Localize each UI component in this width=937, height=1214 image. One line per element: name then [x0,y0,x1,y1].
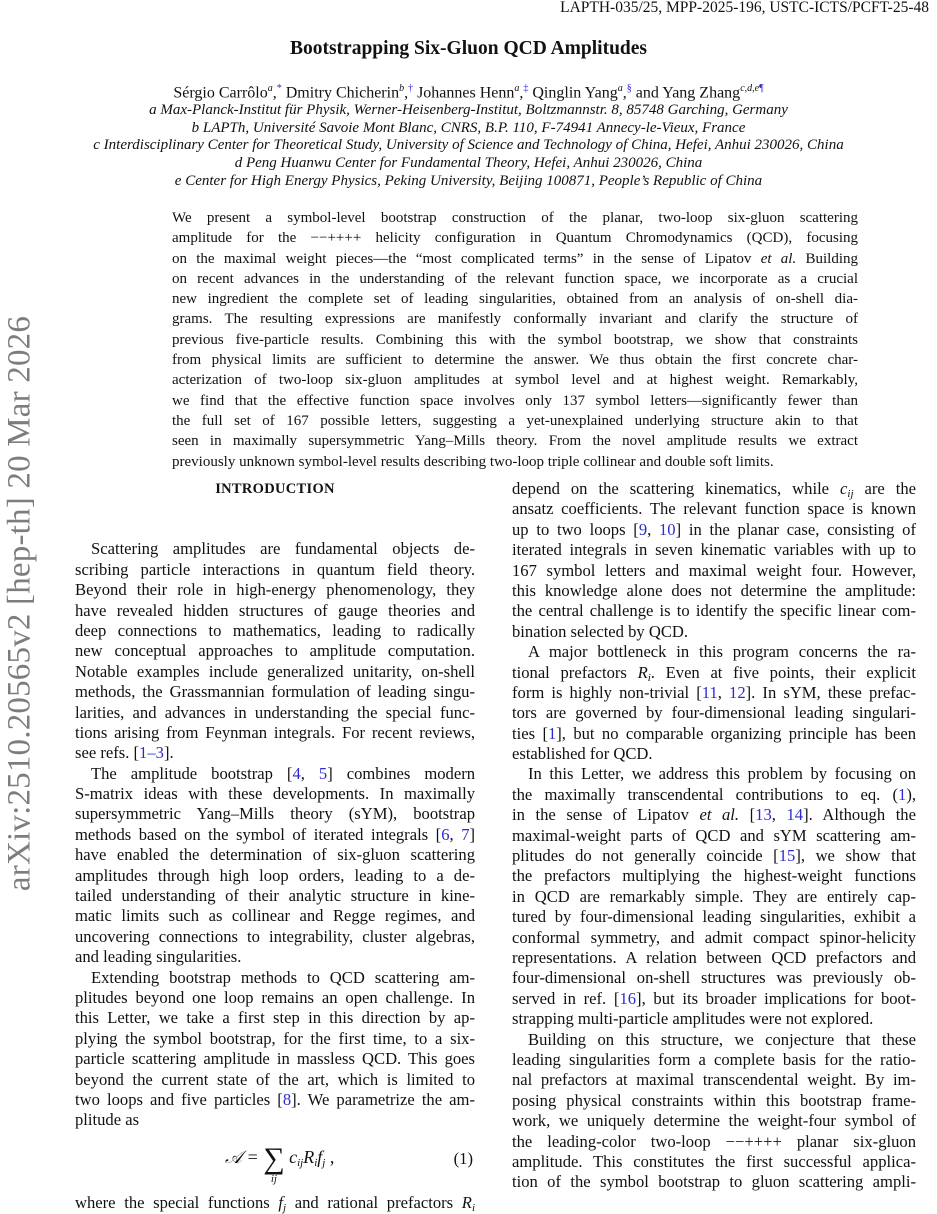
text-run: , [771,805,787,825]
report-number: LAPTH-035/25, MPP-2025-196, USTC-ICTS/PCFT-25-48 [560,0,929,16]
text-run: form is highly non-trivial [ [512,682,702,702]
text-line [75,539,475,559]
footnote-link[interactable]: ¶ [759,83,764,94]
text-run: the leading-color two-loop −−++++ planar six-gluon [512,1131,916,1151]
sum-symbol [263,1141,285,1185]
text-run: Scattering amplitudes are fundamental objects de- [91,539,475,559]
text-run: tions arising from Feynman integrals. For recent reviews, [75,722,475,742]
text-line [512,1152,916,1172]
text-run: established for QCD. [512,744,653,764]
text-run: The amplitude bootstrap [ [91,763,293,783]
citation-link[interactable]: 5 [318,763,328,783]
math-subscript: ij [847,488,854,500]
text-line [75,601,475,621]
text-run: ], but no comparable organizing principle has been [556,723,916,743]
paragraph [512,642,916,764]
text-line [172,309,858,329]
text-run: the prefactors multiplying the highest-weight functions [512,866,916,886]
authors-and: and [635,84,659,102]
text-line [512,764,916,784]
text-run: have enabled the determination of six-gluon scattering [75,845,475,865]
text-run: ]. [163,743,174,763]
text-line [172,431,858,451]
text-run: ] [469,824,476,844]
text-line [75,723,475,743]
math-italic: R [637,662,648,682]
text-line [75,1070,475,1090]
text-line [75,988,475,1008]
text-line [512,479,916,499]
text-run: tion of the symbol bootstrap to gluon scattering ampli- [512,1172,916,1192]
text-run: nal prefactors at maximal transcendental weight. By im- [512,1070,916,1090]
paragraph [75,764,475,968]
text-run: iterated integrals in seven kinematic variables with up to [512,540,916,560]
paragraph [512,764,916,1029]
text-run: plitudes beyond one loop remains an open challenge. In [75,987,475,1007]
eq-prefactor: R [303,1146,315,1167]
left-column [75,479,475,1213]
author-name: Dmitry Chicherin [285,84,400,102]
text-line [75,866,475,886]
paragraph [512,479,916,642]
text-line [512,948,916,968]
text-run: in QCD are remarkably simple. They are entirely cap- [512,886,916,906]
text-run: on recent advances in the understanding of the relevant function space, we incorporate as a crucial [172,270,858,287]
text-run: matic limits such as collinear and Regge regimes, and [75,906,475,926]
text-run: , [300,763,319,783]
text-run: ), [906,784,916,804]
text-line [75,703,475,723]
introduction-body [75,539,475,1130]
text-line [75,641,475,661]
equation-1 [75,1131,475,1193]
text-line [512,1070,916,1090]
author-name: Qinglin Yang [532,84,618,102]
text-run: ]. Although the [803,805,916,825]
text-line [172,391,858,411]
text-run: Beyond their role in high-energy phenomenology, they [75,580,475,600]
text-line [75,927,475,947]
text-run: Extending bootstrap methods to QCD scattering am- [91,967,475,987]
text-line [75,743,475,763]
text-line [172,208,858,228]
text-run: deep connections to mathematics, leading to radically [75,620,475,640]
text-run: larities, and advances in understanding the special func- [75,702,475,722]
text-line [512,561,916,581]
text-line [512,826,916,846]
text-line [172,228,858,248]
text-line [512,499,916,519]
text-run: scribing particle interactions in quantum field theory. [75,559,475,579]
affiliation-superscript: b [399,83,405,94]
text-run: new conceptual approaches to amplitude computation. [75,641,475,661]
text-run: leading singularities form a complete basis for the ratio- [512,1049,916,1069]
math-italic: et al. [760,250,797,267]
citation-link[interactable]: 16 [619,988,637,1008]
text-run: ], but its broader implications for boot- [636,988,916,1008]
text-line [75,1008,475,1028]
text-run: maximal-weight parts of QCD and sYM scattering am- [512,825,916,845]
text-line [75,682,475,702]
text-line [75,804,475,824]
citation-link[interactable]: 6 [441,824,450,844]
text-line [512,622,916,642]
citation-link[interactable]: 7 [461,824,470,844]
text-line [512,642,916,662]
text-line [75,621,475,641]
text-run: are the [853,479,917,498]
author-name: Sérgio Carrôlo [173,84,268,102]
citation-link[interactable]: 4 [292,763,301,783]
eq-comma: , [325,1146,335,1167]
text-line [512,581,916,601]
text-line [512,520,916,540]
author-name: Yang Zhang [662,84,741,102]
text-run: new ingredient the complete set of leading singularities, obtained from an analysis of on-shell dia- [172,291,858,308]
eq-sub: j [322,1156,326,1169]
text-line [512,928,916,948]
text-run: uncovering connections to integrability, cluster algebras, [75,926,475,946]
text-run: the central challenge is to identify the specific linear com- [512,601,916,621]
citation-link[interactable]: 1 [547,723,557,743]
text-run: posing physical constraints within this bootstrap frame- [512,1090,916,1110]
text-line [172,411,858,431]
text-line [512,1050,916,1070]
text-line [75,1049,475,1069]
text-run: , [449,824,462,844]
text-run: plitudes do not generally coincide [ [512,846,779,866]
math-italic: R [461,1192,472,1212]
text-run: amplitude. This constitutes the first successful applica- [512,1151,916,1171]
text-line [172,269,858,289]
text-line [512,683,916,703]
sum-limits: ij [270,1172,277,1185]
text-run: this Letter, we take a first step in this direction by ap- [75,1008,475,1028]
affiliation-line: c Interdisciplinary Center for Theoretical Study, University of Science and Technology of China, Hefei, Anhui 230026, China [93,137,844,154]
text-run: , [647,519,659,539]
text-run: particle scattering amplitude in massless QCD. This goes [75,1049,475,1069]
text-line [512,1030,916,1050]
text-line [512,1111,916,1131]
citation-link[interactable]: 14 [786,805,804,825]
author-list: Sérgio Carrôlo$^a$,* Dmitry Chicherin$^b$,† Johannes Henn$^a$,‡ Qinglin Yang$^a$,§ and Yang Zhang$^{c,d,e\P}$ [173,83,764,102]
citation-link[interactable]: 12 [729,682,746,702]
text-run: plitude as [75,1110,140,1130]
text-run: work, we uniquely determine the weight-four symbol of [512,1111,916,1131]
text-line [172,289,858,309]
text-line [512,968,916,988]
text-run: bination selected by QCD. [512,621,689,641]
text-run: ]. In sYM, these prefac- [745,682,916,702]
citation-link[interactable]: 13 [755,805,772,825]
text-run: ]. We parametrize the am- [291,1089,475,1109]
text-line [512,724,916,744]
text-line [75,784,475,804]
text-line [75,1029,475,1049]
text-run: tors are governed by four-dimensional leading singulari- [512,703,916,723]
footnote-link[interactable]: ‡ [523,83,529,94]
text-run: served in ref. [ [512,988,620,1008]
affiliation-superscript: a [617,83,623,94]
text-run: the full set of 167 possible letters, suggesting a yet-unexplained underlying structure akin to that [172,412,858,429]
citation-link[interactable]: 8 [282,1089,292,1109]
text-run: seen in maximally supersymmetric Yang–Mills theory. From the novel amplitude results we extract [172,433,858,450]
text-run: [ [739,805,756,825]
text-run: from physical limits are sufficient to determine the answer. We thus obtain the first concrete char- [172,352,858,369]
footnote-link[interactable]: * [276,83,282,94]
eq-function: f [317,1146,323,1167]
text-run: have revealed hidden structures of gauge theories and [75,600,475,620]
text-line [75,662,475,682]
text-run: supersymmetric Yang–Mills theory (sYM), bootstrap [75,804,475,824]
text-line [512,805,916,825]
text-run: up to two loops [ [512,519,639,539]
text-run: Building on this structure, we conjecture that these [528,1029,916,1049]
text-line [172,370,858,390]
text-run: depend on the scattering kinematics, while [512,479,841,498]
text-run: tailed understanding of their analytic structure in kine- [75,886,475,906]
text-line [512,846,916,866]
math-subscript: i [471,1201,475,1214]
text-line [75,968,475,988]
text-run: ties [ [512,723,548,743]
text-run: ], we show that [795,846,916,866]
text-line [512,663,916,683]
text-run: previous five-particle results. Combining this with the symbol bootstrap, we show that constraints [172,331,858,348]
equation-body [225,1139,335,1185]
text-run: conformal symmetry, and admit compact spinor-helicity [512,927,916,947]
text-line [172,330,858,350]
author-name: Johannes Henn [417,84,515,102]
right-column [512,479,916,1193]
text-line [512,866,916,886]
text-line [172,452,858,472]
text-run: amplitude for the −−++++ helicity configuration in Quantum Chromodynamics (QCD), focusing [172,230,858,247]
text-line [512,989,916,1009]
post-equation-text [75,1193,475,1213]
math-italic: c [840,479,848,498]
text-run: methods, the Grassmannian formulation of leading singu- [75,682,475,702]
text-line [512,703,916,723]
text-line [512,785,916,805]
text-run: amplitudes through high loop orders, leading to a de- [75,865,475,885]
text-line [512,540,916,560]
affiliation-line: e Center for High Energy Physics, Peking University, Beijing 100871, People’s Republic of China [174,172,763,189]
text-line [512,744,916,764]
math-subscript: j [283,1201,287,1214]
text-line [75,886,475,906]
text-line [75,580,475,600]
text-run: tured by four-dimensional leading singularities, exhibit a [512,907,916,927]
text-line [75,906,475,926]
equation-number: (1) [453,1148,473,1168]
citation-link[interactable]: 1 [898,784,907,804]
text-run: representations. A relation between QCD prefactors and [512,947,916,967]
text-run: ] in the planar case, consisting of [675,519,916,539]
text-line [75,560,475,580]
paragraph [512,1030,916,1193]
text-run: two loops and five particles [ [75,1089,283,1109]
text-run: 167 symbol letters and maximal weight four. However, [512,560,916,580]
eq-sub: i [314,1156,318,1169]
text-run: ] combines modern [327,763,476,783]
math-subscript: i [647,671,651,684]
citation-link[interactable]: 10 [659,519,676,539]
text-run: strapping multi-particle amplitudes were not explored. [512,1009,874,1029]
text-run: the maximally transcendental contributions to eq. ( [512,784,899,804]
math-italic: et al. [699,805,740,825]
eq-sub: ij [297,1156,304,1169]
text-line [75,1193,475,1213]
text-run: S-matrix ideas with these developments. In maximally [75,784,475,804]
text-line [75,1110,475,1130]
affiliation-superscript: a [514,83,520,94]
text-run: A major bottleneck in this program concerns the ra- [528,642,916,662]
text-run: grams. The resulting expressions are manifestly conformally invariant and clarify the structure of [172,311,858,328]
text-line [75,947,475,967]
text-run: and leading singularities. [75,947,242,967]
citation-link[interactable]: 9 [638,519,648,539]
math-italic: f [278,1192,284,1212]
affiliation-line: d Peng Huanwu Center for Fundamental Theory, Hefei, Anhui 230026, China [234,155,703,172]
text-line [75,825,475,845]
text-run: acterization of two-loop six-gluon amplitudes at symbol level and at highest weight. Remarkably, [172,372,858,389]
affiliation-line: b LAPTh, Université Savoie Mont Blanc, CNRS, B.P. 110, F-74941 Annecy-le-Vieux, France [191,119,746,136]
affiliation-superscript: a [267,83,273,94]
text-line [75,1090,475,1110]
arxiv-identifier-stamp: arXiv:2510.20565v2 [hep-th] 20 Mar 2026 [1,315,38,892]
text-run: and rational prefactors [286,1192,462,1212]
text-run: on the maximal weight pieces—the “most complicated terms” in the sense of Lipatov [172,250,761,267]
text-run: see refs. [ [75,743,140,763]
text-line [512,1172,916,1192]
abstract [172,208,858,472]
eq-coefficient: c [289,1146,298,1167]
text-run: where the special functions [75,1192,279,1212]
text-run: ansatz coefficients. The relevant function space is known [512,499,916,519]
section-heading-introduction: INTRODUCTION [215,481,335,497]
text-line [512,1009,916,1029]
text-line [512,601,916,621]
text-line [512,1091,916,1111]
text-run: beyond the current state of the art, which is limited to [75,1069,475,1089]
text-run: this knowledge alone does not determine the amplitude: [512,580,916,600]
paragraph [75,968,475,1131]
paragraph [75,539,475,763]
text-run: tional prefactors [512,662,638,682]
text-run: methods based on the symbol of iterated integrals [ [75,824,442,844]
citation-link[interactable]: 11 [701,682,718,702]
text-run: four-dimensional on-shell structures was previously ob- [512,968,916,988]
text-line [512,1132,916,1152]
text-run: Building [796,250,858,267]
paper-title: Bootstrapping Six-Gluon QCD Amplitudes [289,38,648,59]
text-run: plying the symbol bootstrap, for the first time, to a six- [75,1028,475,1048]
citation-link[interactable]: 1–3 [139,743,164,763]
equation-lhs: 𝒜 = [225,1146,259,1167]
text-run: we find that the effective function space involves only 137 symbol letters—significantly fewer than [172,392,858,409]
affiliation-line: a Max-Planck-Institut für Physik, Werner-Heisenberg-Institut, Boltzmannstr. 8, 85748 Garching, Germany [149,102,788,118]
text-run: Notable examples include generalized unitarity, on-shell [75,661,475,681]
text-line [172,350,858,370]
footnote-link[interactable]: † [408,83,414,94]
citation-link[interactable]: 15 [778,846,796,866]
text-run: In this Letter, we address this problem by focusing on [528,764,916,784]
text-line [512,907,916,927]
affiliation-list [0,102,937,191]
text-run: We present a symbol-level bootstrap construction of the planar, two-loop six-gluon scattering [172,210,858,226]
text-run: in the sense of Lipatov [512,805,700,825]
sigma-glyph: ∑ [263,1141,285,1175]
text-line [512,887,916,907]
text-run: , [717,682,730,702]
text-run: . Even at five points, their explicit [650,662,916,682]
text-run: previously unknown symbol-level results describing two-loop triple collinear and double soft limits. [172,453,774,470]
text-line [75,845,475,865]
text-line [75,764,475,784]
text-line [172,249,858,269]
affiliation-superscript: c,d,e [740,83,760,94]
footnote-link[interactable]: § [626,83,632,94]
